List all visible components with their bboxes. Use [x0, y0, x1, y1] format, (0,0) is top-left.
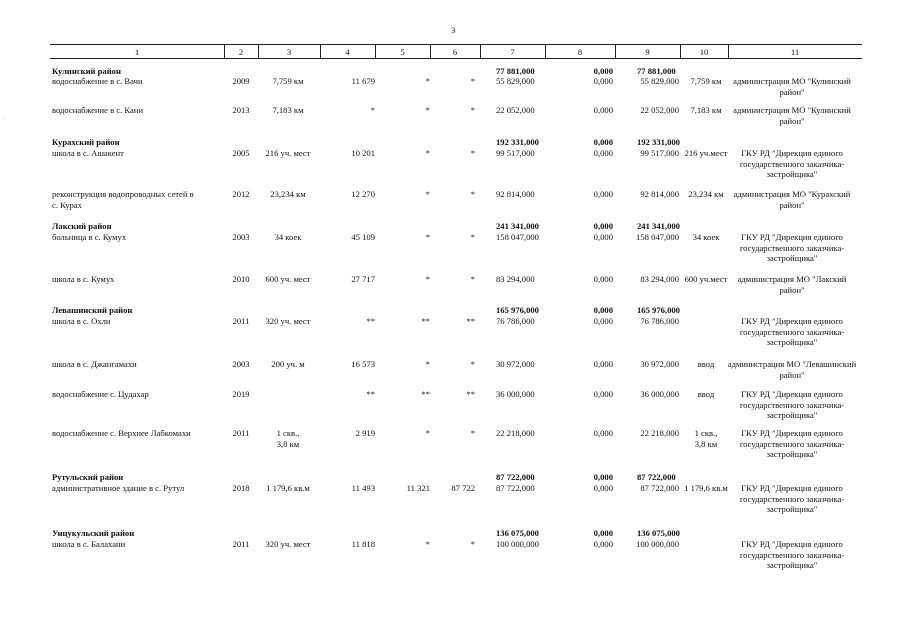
district-total-col7: 87 722,000	[496, 472, 535, 482]
column-separator	[680, 45, 681, 58]
column-header-8: 8	[577, 47, 583, 57]
col7-value: 22 218,000	[496, 428, 535, 438]
col6-value: *	[470, 359, 475, 369]
col7-value: 100 000,000	[496, 539, 539, 549]
col10-value: ввод	[697, 389, 715, 399]
column-header-1: 1	[134, 47, 140, 57]
column-separator	[320, 45, 321, 58]
object-name: больница в с. Кумух	[52, 232, 127, 242]
col7-value: 158 047,000	[496, 232, 539, 242]
district-name: Левашинский район	[52, 305, 133, 315]
district-total-col7: 165 976,000	[496, 305, 539, 315]
column-header-2: 2	[238, 47, 244, 57]
col4-value: 11 493	[351, 483, 375, 493]
col8-value: 0,000	[593, 189, 613, 199]
column-separator	[430, 45, 431, 58]
col10-value: 600 уч.мест	[684, 274, 728, 284]
object-year: 2003	[232, 359, 250, 369]
col4-value: 10 201	[351, 148, 375, 158]
object-year: 2011	[232, 428, 250, 438]
col5-value: *	[425, 539, 430, 549]
col8-value: 0,000	[593, 483, 613, 493]
col6-value: **	[466, 389, 475, 399]
col6-value: *	[470, 76, 475, 86]
col7-value: 76 786,000	[496, 316, 535, 326]
district-total-col8: 0,000	[593, 305, 613, 315]
object-name: водоснабжение в с. Кани	[52, 105, 144, 115]
col6-value: *	[470, 274, 475, 284]
object-year: 2011	[232, 539, 250, 549]
district-name: Унцукульский район	[52, 528, 135, 538]
col10-value: 1 скв.,	[694, 428, 718, 438]
col5-value: *	[425, 105, 430, 115]
col8-value: 0,000	[593, 76, 613, 86]
col9-value: 100 000,000	[636, 539, 679, 549]
col9-value: 83 294,000	[640, 274, 679, 284]
responsible-agency: администрация МО "Кулинский район"	[733, 76, 851, 97]
object-capacity: 1 скв.,	[276, 428, 300, 438]
col7-value: 30 972,000	[496, 359, 535, 369]
district-total-col9: 165 976,000	[637, 305, 680, 315]
district-name: Рутульский район	[52, 472, 124, 482]
object-name: школа в с. Ашакент	[52, 148, 124, 158]
col8-value: 0,000	[593, 274, 613, 284]
object-capacity: 34 коек	[274, 232, 302, 242]
column-header-9: 9	[645, 47, 650, 57]
object-capacity: 216 уч. мест	[265, 148, 311, 158]
object-name: водоснабжение в с. Вачи	[52, 76, 143, 86]
column-header-10: 10	[699, 47, 709, 57]
col6-value: *	[470, 232, 475, 242]
col8-value: 0,000	[593, 316, 613, 326]
object-capacity: 23,234 км	[270, 189, 306, 199]
district-name: Курахский район	[52, 137, 120, 147]
object-year: 2012	[232, 189, 250, 199]
district-total-col9: 136 075,000	[637, 528, 680, 538]
object-capacity: 200 уч. м	[271, 359, 305, 369]
col8-value: 0,000	[593, 105, 613, 115]
column-separator	[615, 45, 616, 58]
col7-value: 22 052,000	[496, 105, 535, 115]
col7-value: 87 722,000	[496, 483, 535, 493]
object-capacity: 3,8 км	[276, 438, 300, 449]
object-name: с. Курах	[52, 199, 82, 210]
col4-value: 27 717	[351, 274, 375, 284]
district-total-col9: 192 331,000	[637, 137, 680, 147]
district-total-col8: 0,000	[593, 221, 613, 231]
column-header-7: 7	[510, 47, 515, 57]
col5-value: **	[421, 389, 430, 399]
object-name: реконструкция водопроводных сетей в	[52, 189, 194, 199]
col4-value: 2 919	[355, 428, 375, 438]
col7-value: 99 517,000	[496, 148, 535, 158]
col10-value: 3,8 км	[694, 438, 718, 449]
column-separator	[728, 45, 729, 58]
object-year: 2009	[232, 76, 250, 86]
col6-value: *	[470, 148, 475, 158]
col9-value: 158 047,000	[636, 232, 679, 242]
col6-value: *	[470, 105, 475, 115]
responsible-agency: ГКУ РД "Дирекция единого государственного заказчика-застройщика"	[739, 428, 845, 459]
col9-value: 87 722,000	[640, 483, 679, 493]
col9-value: 22 052,000	[640, 105, 679, 115]
district-total-col9: 241 341,000	[637, 221, 680, 231]
object-capacity: 1 179,6 кв.м	[266, 483, 310, 493]
district-total-col9: 87 722,000	[637, 472, 676, 482]
col4-value: 11 818	[351, 539, 375, 549]
object-name: административное здание в с. Рутул	[52, 483, 185, 493]
district-total-col8: 0,000	[593, 137, 613, 147]
col10-value: 216 уч.мест	[684, 148, 728, 158]
margin-mark: ·	[3, 116, 5, 122]
column-header-11: 11	[790, 47, 800, 57]
col8-value: 0,000	[593, 148, 613, 158]
object-year: 2010	[232, 274, 250, 284]
col6-value: **	[466, 316, 475, 326]
col5-value: *	[425, 76, 430, 86]
col6-value: *	[470, 428, 475, 438]
object-capacity: 320 уч. мест	[265, 316, 311, 326]
responsible-agency: ГКУ РД "Дирекция единого государственного заказчика-застройщика"	[739, 539, 845, 570]
object-name: водоснабжение с. Верхнее Лабкомахи	[52, 428, 191, 438]
object-capacity: 320 уч. мест	[265, 539, 311, 549]
col5-value: *	[425, 148, 430, 158]
object-year: 2011	[232, 316, 250, 326]
col5-value: *	[425, 428, 430, 438]
col9-value: 92 814,000	[640, 189, 679, 199]
col4-value: 45 109	[351, 232, 375, 242]
object-year: 2018	[232, 483, 250, 493]
col7-value: 92 814,000	[496, 189, 535, 199]
object-name: водоснабжение с. Цудахар	[52, 389, 149, 399]
col5-value: *	[425, 359, 430, 369]
column-separator	[480, 45, 481, 58]
col4-value: 16 573	[351, 359, 375, 369]
district-name: Кулинский район	[52, 66, 121, 76]
responsible-agency: ГКУ РД "Дирекция единого государственного заказчика-застройщика"	[739, 483, 845, 514]
responsible-agency: ГКУ РД "Дирекция единого государственного заказчика-застройщика"	[739, 232, 845, 263]
col7-value: 55 829,000	[496, 76, 535, 86]
col6-value: *	[470, 189, 475, 199]
col8-value: 0,000	[593, 359, 613, 369]
object-year: 2013	[232, 105, 250, 115]
column-separator	[224, 45, 225, 58]
col5-value: *	[425, 274, 430, 284]
col5-value: **	[421, 316, 430, 326]
object-year: 2005	[232, 148, 250, 158]
col8-value: 0,000	[593, 428, 613, 438]
col9-value: 22 218,000	[640, 428, 679, 438]
col9-value: 99 517,000	[640, 148, 679, 158]
object-year: 2019	[232, 389, 250, 399]
col10-value: 23,234 км	[688, 189, 724, 199]
col7-value: 36 000,000	[496, 389, 535, 399]
district-total-col8: 0,000	[593, 66, 613, 76]
column-header-6: 6	[452, 47, 458, 57]
col8-value: 0,000	[593, 539, 613, 549]
col10-value: 7,759 км	[690, 76, 722, 86]
responsible-agency: администрация МО "Лакский район"	[737, 274, 847, 295]
col4-value: **	[366, 389, 375, 399]
col5-value: 11 321	[406, 483, 430, 493]
district-total-col8: 0,000	[593, 472, 613, 482]
col10-value: 7,183 км	[690, 105, 722, 115]
col4-value: *	[370, 105, 375, 115]
col5-value: *	[425, 232, 430, 242]
district-total-col7: 136 075,000	[496, 528, 539, 538]
col10-value: 1 179,6 кв.м	[684, 483, 728, 493]
col6-value: 87 722	[451, 483, 475, 493]
col9-value: 30 972,000	[640, 359, 679, 369]
col8-value: 0,000	[593, 389, 613, 399]
responsible-agency: ГКУ РД "Дирекция единого государственного заказчика-застройщика"	[739, 148, 845, 179]
col7-value: 83 294,000	[496, 274, 535, 284]
header-top-rule	[50, 44, 862, 45]
district-name: Лакский район	[52, 221, 112, 231]
object-capacity: 600 уч. мест	[265, 274, 311, 284]
object-year: 2003	[232, 232, 250, 242]
object-name: школа в с. Балахани	[52, 539, 126, 549]
responsible-agency: ГКУ РД "Дирекция единого государственного заказчика-застройщика"	[739, 389, 845, 420]
column-separator	[258, 45, 259, 58]
district-total-col9: 77 881,000	[637, 66, 676, 76]
district-total-col7: 192 331,000	[496, 137, 539, 147]
responsible-agency: администрация МО "Курахский район"	[733, 189, 851, 210]
column-header-4: 4	[345, 47, 350, 57]
column-separator	[545, 45, 546, 58]
col10-value: 34 коек	[692, 232, 720, 242]
col10-value: ввод	[697, 359, 715, 369]
responsible-agency: администрация МО "Левашинский район"	[727, 359, 857, 380]
object-capacity: 7,759 км	[272, 76, 304, 86]
col9-value: 36 000,000	[640, 389, 679, 399]
col5-value: *	[425, 189, 430, 199]
object-capacity: 7,183 км	[272, 105, 304, 115]
header-bottom-rule	[50, 58, 862, 59]
page-number: 3	[451, 25, 456, 35]
column-header-3: 3	[286, 47, 292, 57]
responsible-agency: администрация МО "Кулинский район"	[733, 105, 851, 126]
responsible-agency: ГКУ РД "Дирекция единого государственного заказчика-застройщика"	[739, 316, 845, 347]
district-total-col7: 241 341,000	[496, 221, 539, 231]
col4-value: 12 270	[351, 189, 375, 199]
col4-value: **	[366, 316, 375, 326]
object-name: школа в с. Кумух	[52, 274, 115, 284]
col8-value: 0,000	[593, 232, 613, 242]
column-header-5: 5	[400, 47, 405, 57]
object-name: школа в с. Джангамахи	[52, 359, 137, 369]
district-total-col7: 77 881,000	[496, 66, 535, 76]
col6-value: *	[470, 539, 475, 549]
district-total-col8: 0,000	[593, 528, 613, 538]
col9-value: 55 829,000	[640, 76, 679, 86]
column-separator	[375, 45, 376, 58]
col4-value: 11 679	[351, 76, 375, 86]
object-name: школа в с. Охли	[52, 316, 111, 326]
col9-value: 76 786,000	[640, 316, 679, 326]
